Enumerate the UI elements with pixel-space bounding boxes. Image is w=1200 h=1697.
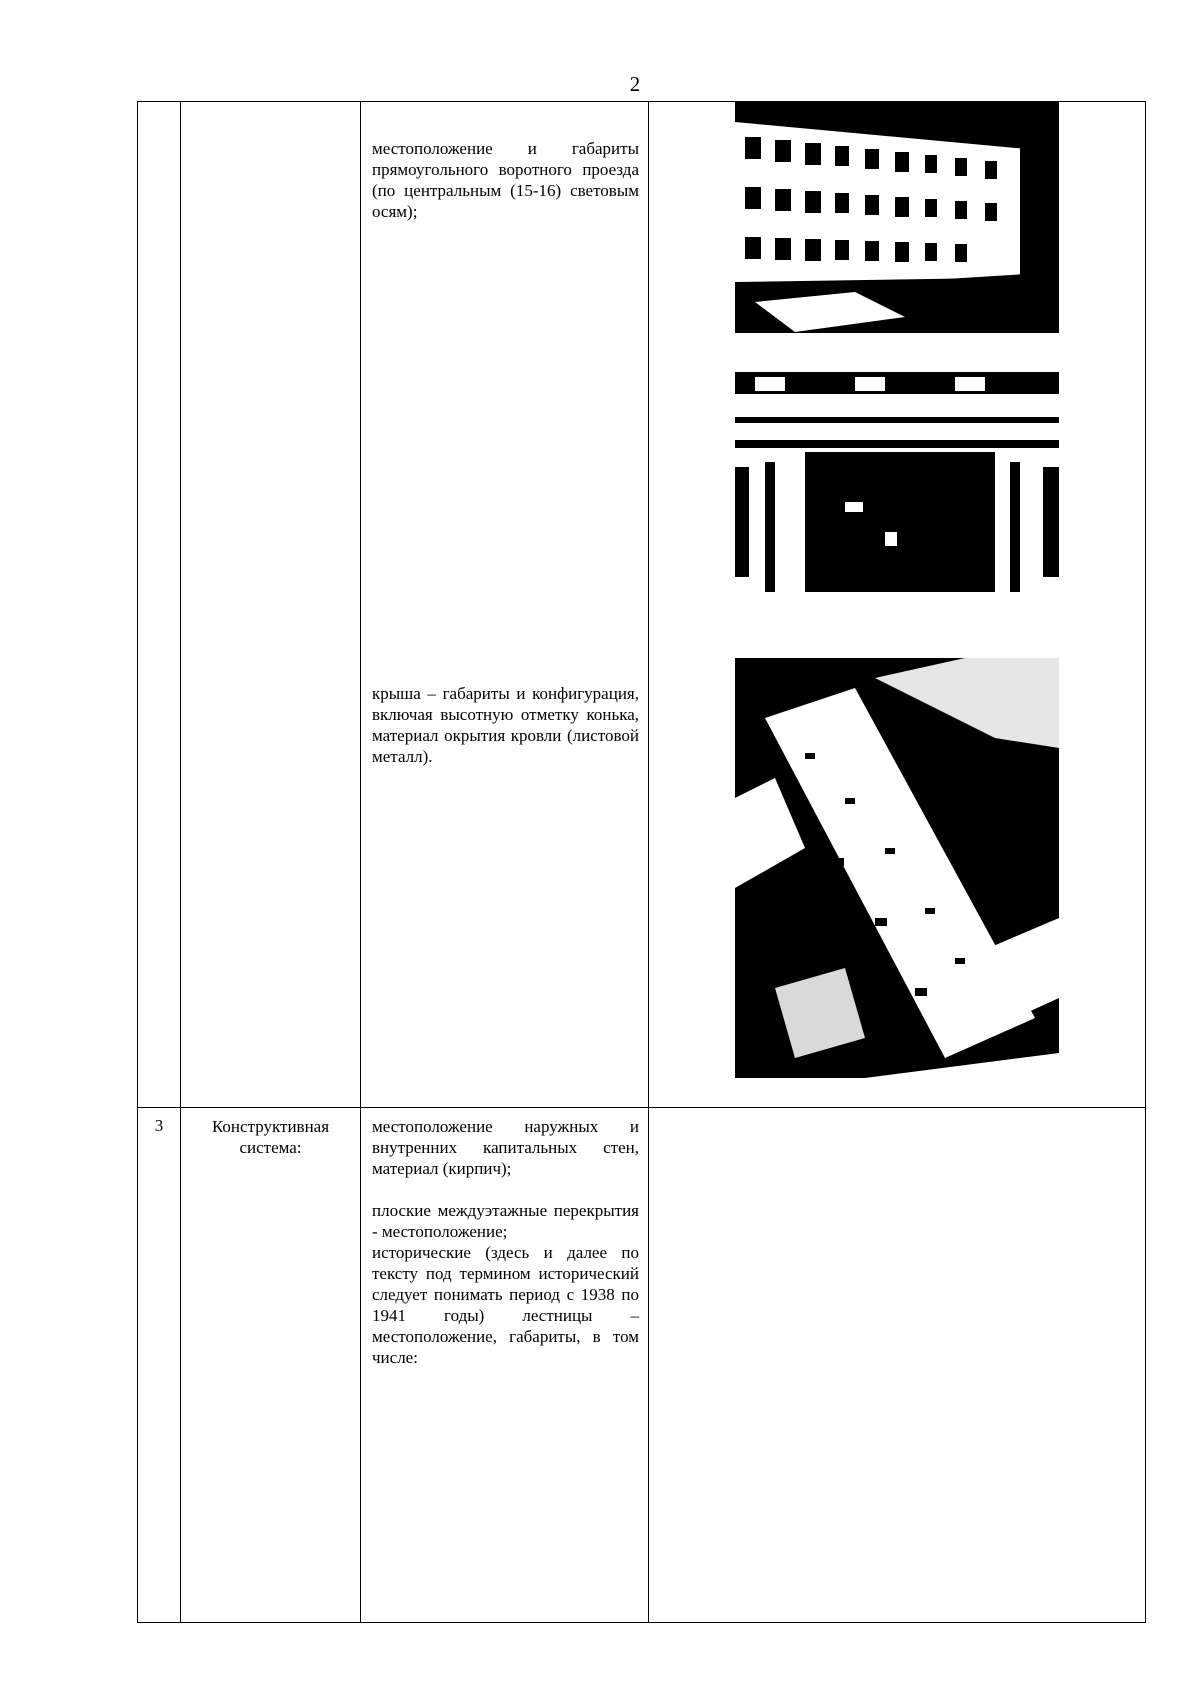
gateway-passage-photo-icon: [735, 372, 1059, 617]
roof-aerial-photo-icon: [735, 658, 1059, 1078]
walls-text: местоположение наружных и внутренних капитальных стен, материал (кирпич);: [372, 1117, 639, 1178]
row-number: 3: [154, 1116, 164, 1135]
roof-text: крыша – габариты и конфигурация, включая высотную отметку конька, материал окрытия кровли (листовой металл).: [372, 684, 639, 766]
row-description-cell: [361, 1108, 649, 1623]
row-number-cell: [138, 1108, 181, 1623]
row-number-cell: [138, 102, 181, 1108]
page-number: 2: [629, 72, 641, 96]
document-table: [137, 101, 1146, 1623]
row-name-cell: [181, 1108, 361, 1623]
gateway-passage-text: местоположение и габариты прямоугольного воротного проезда (по центральным (15-16) световым осям);: [372, 139, 639, 221]
empty-cell: [649, 1108, 1146, 1623]
row-name: Конструктивная система:: [211, 1117, 330, 1157]
floors-text: плоские междуэтажные перекрытия - местоположение;: [372, 1201, 639, 1241]
row-description-cell: [361, 102, 649, 1108]
row-number: [138, 102, 180, 110]
row-name: [181, 102, 360, 110]
table-row: [138, 102, 1146, 1108]
photo-cell: [649, 102, 1146, 1108]
building-facade-photo-icon: [735, 102, 1059, 343]
row-name-cell: [181, 102, 361, 1108]
table-row: [138, 1108, 1146, 1623]
stairs-text: исторические (здесь и далее по тексту под термином исторический следует понимать период с 1938 по 1941 годы) лестницы – местоположение, габариты, в том числе:: [372, 1243, 639, 1367]
